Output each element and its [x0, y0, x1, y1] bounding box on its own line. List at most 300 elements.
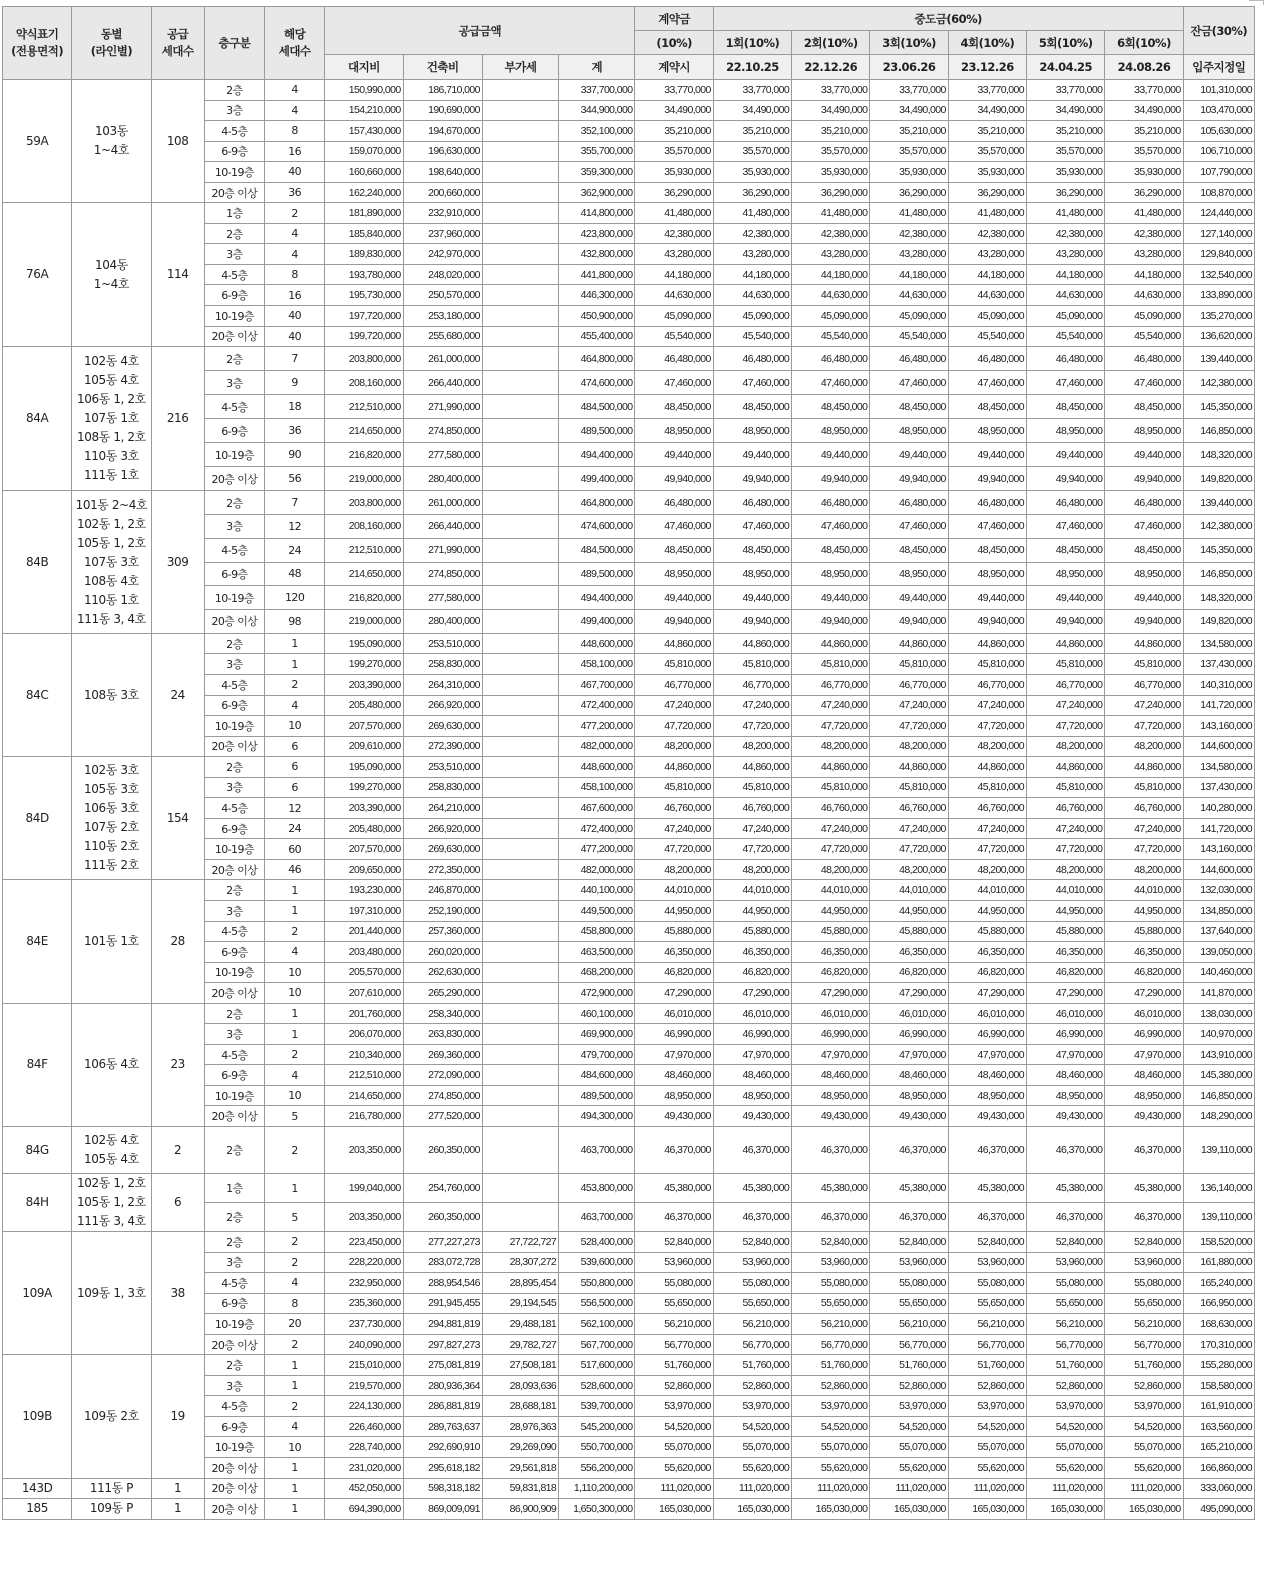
land-cost-cell: 203,350,000 — [325, 1127, 403, 1174]
land-cost-cell: 199,040,000 — [325, 1174, 403, 1203]
deposit-cell: 47,970,000 — [635, 1044, 713, 1065]
land-cost-cell: 207,610,000 — [325, 983, 403, 1004]
floor-cell: 4-5층 — [204, 1044, 264, 1065]
installment-2-cell: 52,840,000 — [792, 1232, 870, 1253]
installment-2-cell: 41,480,000 — [792, 203, 870, 224]
installment-3-cell: 46,820,000 — [870, 962, 948, 983]
supply-cell: 28 — [151, 880, 204, 1003]
vat-cell: 59,831,818 — [482, 1478, 558, 1499]
installment-1-cell: 46,480,000 — [713, 491, 791, 515]
balance-cell: 149,820,000 — [1183, 467, 1254, 491]
units-cell: 40 — [265, 162, 325, 183]
installment-1-cell: 47,720,000 — [713, 716, 791, 737]
total-cell: 477,200,000 — [559, 716, 635, 737]
installment-3-cell: 45,810,000 — [870, 777, 948, 798]
installment-2-cell: 48,950,000 — [792, 1085, 870, 1106]
floor-cell: 10-19층 — [204, 716, 264, 737]
installment-6-cell: 47,970,000 — [1105, 1044, 1183, 1065]
table-row — [3, 633, 1255, 654]
deposit-cell: 52,840,000 — [635, 1232, 713, 1253]
installment-3-cell: 36,290,000 — [870, 182, 948, 203]
total-cell: 362,900,000 — [559, 182, 635, 203]
land-cost-cell: 231,020,000 — [325, 1458, 403, 1479]
balance-cell: 136,620,000 — [1183, 326, 1254, 347]
installment-6-cell: 55,070,000 — [1105, 1437, 1183, 1458]
installment-6-cell: 55,620,000 — [1105, 1458, 1183, 1479]
floor-cell: 10-19층 — [204, 306, 264, 327]
table-row — [3, 1499, 1255, 1520]
vat-cell — [482, 654, 558, 675]
installment-1-cell: 45,540,000 — [713, 326, 791, 347]
header-installment: 5회(10%) — [1027, 31, 1105, 55]
balance-cell: 141,870,000 — [1183, 983, 1254, 1004]
installment-2-cell: 47,720,000 — [792, 716, 870, 737]
installment-4-cell: 45,540,000 — [948, 326, 1026, 347]
vat-cell — [482, 467, 558, 491]
total-cell: 441,800,000 — [559, 264, 635, 285]
installment-1-cell: 47,240,000 — [713, 818, 791, 839]
deposit-cell: 55,620,000 — [635, 1458, 713, 1479]
floor-cell: 1층 — [204, 203, 264, 224]
installment-2-cell: 46,760,000 — [792, 798, 870, 819]
installment-4-cell: 47,240,000 — [948, 818, 1026, 839]
units-cell: 60 — [265, 839, 325, 860]
deposit-cell: 55,080,000 — [635, 1273, 713, 1294]
installment-5-cell: 35,570,000 — [1027, 141, 1105, 162]
vat-cell — [482, 491, 558, 515]
total-cell: 474,600,000 — [559, 371, 635, 395]
installment-2-cell: 47,720,000 — [792, 839, 870, 860]
land-cost-cell: 237,730,000 — [325, 1314, 403, 1335]
balance-cell: 168,630,000 — [1183, 1314, 1254, 1335]
installment-5-cell: 45,090,000 — [1027, 306, 1105, 327]
installment-5-cell: 48,450,000 — [1027, 538, 1105, 562]
installment-3-cell: 46,370,000 — [870, 1203, 948, 1232]
installment-6-cell: 52,860,000 — [1105, 1375, 1183, 1396]
units-cell: 12 — [265, 798, 325, 819]
installment-4-cell: 35,570,000 — [948, 141, 1026, 162]
build-cost-cell: 274,850,000 — [403, 1085, 482, 1106]
deposit-cell: 55,650,000 — [635, 1293, 713, 1314]
units-cell: 56 — [265, 467, 325, 491]
deposit-cell: 46,820,000 — [635, 962, 713, 983]
land-cost-cell: 157,430,000 — [325, 121, 403, 142]
total-cell: 468,200,000 — [559, 962, 635, 983]
supply-cell: 216 — [151, 347, 204, 491]
installment-3-cell: 46,760,000 — [870, 798, 948, 819]
land-cost-cell: 205,570,000 — [325, 962, 403, 983]
units-cell: 4 — [265, 695, 325, 716]
total-cell: 1,110,200,000 — [559, 1478, 635, 1499]
total-cell: 1,650,300,000 — [559, 1499, 635, 1520]
balance-cell: 149,820,000 — [1183, 610, 1254, 634]
installment-2-cell: 44,010,000 — [792, 880, 870, 901]
floor-cell: 6-9층 — [204, 695, 264, 716]
balance-cell: 140,310,000 — [1183, 674, 1254, 695]
deposit-cell: 45,090,000 — [635, 306, 713, 327]
installment-5-cell: 51,760,000 — [1027, 1355, 1105, 1376]
installment-1-cell: 55,080,000 — [713, 1273, 791, 1294]
dong-cell: 103동 1~4호 — [72, 80, 151, 203]
units-cell: 6 — [265, 736, 325, 757]
deposit-cell: 47,720,000 — [635, 716, 713, 737]
installment-5-cell: 47,460,000 — [1027, 371, 1105, 395]
supply-cell: 23 — [151, 1003, 204, 1126]
balance-cell: 158,520,000 — [1183, 1232, 1254, 1253]
total-cell: 448,600,000 — [559, 633, 635, 654]
installment-4-cell: 53,960,000 — [948, 1252, 1026, 1273]
installment-1-cell: 36,290,000 — [713, 182, 791, 203]
deposit-cell: 46,480,000 — [635, 491, 713, 515]
vat-cell — [482, 443, 558, 467]
units-cell: 12 — [265, 514, 325, 538]
installment-3-cell: 52,840,000 — [870, 1232, 948, 1253]
installment-2-cell: 111,020,000 — [792, 1478, 870, 1499]
installment-6-cell: 46,990,000 — [1105, 1024, 1183, 1045]
deposit-cell: 45,380,000 — [635, 1174, 713, 1203]
installment-2-cell: 45,540,000 — [792, 326, 870, 347]
supply-cell: 38 — [151, 1232, 204, 1355]
installment-6-cell: 49,440,000 — [1105, 443, 1183, 467]
units-cell: 9 — [265, 371, 325, 395]
type-cell: 109A — [3, 1232, 72, 1355]
floor-cell: 6-9층 — [204, 285, 264, 306]
installment-3-cell: 33,770,000 — [870, 80, 948, 101]
floor-cell: 3층 — [204, 777, 264, 798]
land-cost-cell: 197,720,000 — [325, 306, 403, 327]
build-cost-cell: 264,210,000 — [403, 798, 482, 819]
installment-4-cell: 55,620,000 — [948, 1458, 1026, 1479]
installment-1-cell: 49,430,000 — [713, 1106, 791, 1127]
floor-cell: 6-9층 — [204, 818, 264, 839]
installment-5-cell: 44,630,000 — [1027, 285, 1105, 306]
vat-cell: 29,488,181 — [482, 1314, 558, 1335]
units-cell: 4 — [265, 100, 325, 121]
table-row — [3, 880, 1255, 901]
installment-5-cell: 53,970,000 — [1027, 1396, 1105, 1417]
installment-4-cell: 49,440,000 — [948, 586, 1026, 610]
table-row — [3, 1478, 1255, 1499]
total-cell: 472,400,000 — [559, 818, 635, 839]
installment-3-cell: 44,630,000 — [870, 285, 948, 306]
floor-cell: 6-9층 — [204, 1416, 264, 1437]
floor-cell: 4-5층 — [204, 798, 264, 819]
installment-1-cell: 41,480,000 — [713, 203, 791, 224]
build-cost-cell: 246,870,000 — [403, 880, 482, 901]
installment-1-cell: 53,960,000 — [713, 1252, 791, 1273]
installment-2-cell: 49,940,000 — [792, 610, 870, 634]
installment-5-cell: 49,940,000 — [1027, 467, 1105, 491]
balance-cell: 142,380,000 — [1183, 514, 1254, 538]
installment-1-cell: 44,010,000 — [713, 880, 791, 901]
installment-3-cell: 48,950,000 — [870, 419, 948, 443]
installment-5-cell: 48,460,000 — [1027, 1065, 1105, 1086]
installment-1-cell: 46,760,000 — [713, 798, 791, 819]
floor-cell: 3층 — [204, 100, 264, 121]
build-cost-cell: 286,881,819 — [403, 1396, 482, 1417]
total-cell: 528,600,000 — [559, 1375, 635, 1396]
land-cost-cell: 201,440,000 — [325, 921, 403, 942]
installment-1-cell: 35,570,000 — [713, 141, 791, 162]
header-installment: 6회(10%) — [1105, 31, 1183, 55]
floor-cell: 6-9층 — [204, 562, 264, 586]
installment-3-cell: 55,650,000 — [870, 1293, 948, 1314]
installment-6-cell: 47,720,000 — [1105, 716, 1183, 737]
installment-3-cell: 45,380,000 — [870, 1174, 948, 1203]
balance-cell: 134,580,000 — [1183, 757, 1254, 778]
installment-2-cell: 46,480,000 — [792, 347, 870, 371]
build-cost-cell: 289,763,637 — [403, 1416, 482, 1437]
installment-1-cell: 55,620,000 — [713, 1458, 791, 1479]
balance-cell: 140,460,000 — [1183, 962, 1254, 983]
land-cost-cell: 209,610,000 — [325, 736, 403, 757]
total-cell: 463,700,000 — [559, 1127, 635, 1174]
installment-2-cell: 47,240,000 — [792, 818, 870, 839]
installment-5-cell: 41,480,000 — [1027, 203, 1105, 224]
installment-6-cell: 55,650,000 — [1105, 1293, 1183, 1314]
installment-6-cell: 165,030,000 — [1105, 1499, 1183, 1520]
installment-4-cell: 46,370,000 — [948, 1203, 1026, 1232]
land-cost-cell: 150,990,000 — [325, 80, 403, 101]
build-cost-cell: 253,510,000 — [403, 757, 482, 778]
floor-cell: 20층 이상 — [204, 859, 264, 880]
installment-1-cell: 44,180,000 — [713, 264, 791, 285]
units-cell: 2 — [265, 1044, 325, 1065]
supply-cell: 154 — [151, 757, 204, 880]
units-cell: 10 — [265, 962, 325, 983]
floor-cell: 4-5층 — [204, 1273, 264, 1294]
build-cost-cell: 292,690,910 — [403, 1437, 482, 1458]
installment-3-cell: 51,760,000 — [870, 1355, 948, 1376]
build-cost-cell: 869,009,091 — [403, 1499, 482, 1520]
installment-6-cell: 46,370,000 — [1105, 1127, 1183, 1174]
deposit-cell: 48,950,000 — [635, 419, 713, 443]
installment-1-cell: 48,460,000 — [713, 1065, 791, 1086]
units-cell: 1 — [265, 654, 325, 675]
installment-5-cell: 47,720,000 — [1027, 716, 1105, 737]
land-cost-cell: 215,010,000 — [325, 1355, 403, 1376]
installment-1-cell: 56,770,000 — [713, 1334, 791, 1355]
total-cell: 458,800,000 — [559, 921, 635, 942]
installment-1-cell: 48,950,000 — [713, 419, 791, 443]
installment-3-cell: 48,950,000 — [870, 1085, 948, 1106]
installment-2-cell: 55,620,000 — [792, 1458, 870, 1479]
installment-5-cell: 44,180,000 — [1027, 264, 1105, 285]
installment-6-cell: 48,950,000 — [1105, 419, 1183, 443]
vat-cell: 29,269,090 — [482, 1437, 558, 1458]
installment-1-cell: 48,200,000 — [713, 736, 791, 757]
installment-4-cell: 49,940,000 — [948, 610, 1026, 634]
table-row — [3, 1232, 1255, 1253]
land-cost-cell: 235,360,000 — [325, 1293, 403, 1314]
installment-2-cell: 49,440,000 — [792, 443, 870, 467]
balance-cell: 161,880,000 — [1183, 1252, 1254, 1273]
floor-cell: 10-19층 — [204, 162, 264, 183]
installment-4-cell: 46,820,000 — [948, 962, 1026, 983]
floor-cell: 6-9층 — [204, 141, 264, 162]
installment-4-cell: 45,880,000 — [948, 921, 1026, 942]
vat-cell — [482, 777, 558, 798]
units-cell: 1 — [265, 1458, 325, 1479]
installment-4-cell: 47,460,000 — [948, 371, 1026, 395]
installment-6-cell: 46,350,000 — [1105, 942, 1183, 963]
units-cell: 8 — [265, 121, 325, 142]
installment-4-cell: 45,810,000 — [948, 777, 1026, 798]
land-cost-cell: 203,390,000 — [325, 798, 403, 819]
land-cost-cell: 195,730,000 — [325, 285, 403, 306]
deposit-cell: 44,630,000 — [635, 285, 713, 306]
installment-2-cell: 52,860,000 — [792, 1375, 870, 1396]
land-cost-cell: 162,240,000 — [325, 182, 403, 203]
units-cell: 16 — [265, 285, 325, 306]
installment-5-cell: 49,940,000 — [1027, 610, 1105, 634]
floor-cell: 6-9층 — [204, 1293, 264, 1314]
installment-1-cell: 44,630,000 — [713, 285, 791, 306]
installment-1-cell: 51,760,000 — [713, 1355, 791, 1376]
build-cost-cell: 272,390,000 — [403, 736, 482, 757]
units-cell: 2 — [265, 674, 325, 695]
installment-5-cell: 49,440,000 — [1027, 586, 1105, 610]
installment-3-cell: 56,770,000 — [870, 1334, 948, 1355]
balance-cell: 124,440,000 — [1183, 203, 1254, 224]
installment-3-cell: 54,520,000 — [870, 1416, 948, 1437]
balance-cell: 137,640,000 — [1183, 921, 1254, 942]
build-cost-cell: 269,630,000 — [403, 839, 482, 860]
land-cost-cell: 208,160,000 — [325, 371, 403, 395]
installment-5-cell: 56,770,000 — [1027, 1334, 1105, 1355]
vat-cell — [482, 80, 558, 101]
vat-cell — [482, 716, 558, 737]
installment-4-cell: 49,440,000 — [948, 443, 1026, 467]
installment-1-cell: 45,810,000 — [713, 777, 791, 798]
deposit-cell: 48,950,000 — [635, 562, 713, 586]
installment-5-cell: 47,240,000 — [1027, 818, 1105, 839]
deposit-cell: 44,860,000 — [635, 633, 713, 654]
header-type: 약식표기 (전용면적) — [3, 7, 72, 80]
build-cost-cell: 232,910,000 — [403, 203, 482, 224]
installment-1-cell: 46,010,000 — [713, 1003, 791, 1024]
balance-cell: 137,430,000 — [1183, 777, 1254, 798]
header-date: 22.12.26 — [792, 55, 870, 80]
installment-1-cell: 52,860,000 — [713, 1375, 791, 1396]
total-cell: 482,000,000 — [559, 859, 635, 880]
balance-cell: 103,470,000 — [1183, 100, 1254, 121]
installment-4-cell: 111,020,000 — [948, 1478, 1026, 1499]
installment-4-cell: 55,650,000 — [948, 1293, 1026, 1314]
vat-cell: 28,688,181 — [482, 1396, 558, 1417]
installment-5-cell: 48,200,000 — [1027, 736, 1105, 757]
installment-1-cell: 49,440,000 — [713, 443, 791, 467]
units-cell: 18 — [265, 395, 325, 419]
build-cost-cell: 295,618,182 — [403, 1458, 482, 1479]
balance-cell: 142,380,000 — [1183, 371, 1254, 395]
installment-1-cell: 44,860,000 — [713, 633, 791, 654]
installment-6-cell: 49,430,000 — [1105, 1106, 1183, 1127]
installment-6-cell: 42,380,000 — [1105, 223, 1183, 244]
vat-cell — [482, 264, 558, 285]
header-installment: 1회(10%) — [713, 31, 791, 55]
units-cell: 4 — [265, 244, 325, 265]
build-cost-cell: 260,350,000 — [403, 1127, 482, 1174]
land-cost-cell: 219,570,000 — [325, 1375, 403, 1396]
installment-6-cell: 45,090,000 — [1105, 306, 1183, 327]
floor-cell: 2층 — [204, 80, 264, 101]
installment-6-cell: 46,770,000 — [1105, 674, 1183, 695]
deposit-cell: 47,290,000 — [635, 983, 713, 1004]
installment-6-cell: 44,950,000 — [1105, 901, 1183, 922]
deposit-cell: 46,760,000 — [635, 798, 713, 819]
type-cell: 59A — [3, 80, 72, 203]
units-cell: 5 — [265, 1106, 325, 1127]
balance-cell: 166,860,000 — [1183, 1458, 1254, 1479]
installment-1-cell: 42,380,000 — [713, 223, 791, 244]
header-deposit: 계약금 — [635, 7, 713, 31]
units-cell: 40 — [265, 306, 325, 327]
installment-4-cell: 43,280,000 — [948, 244, 1026, 265]
installment-3-cell: 55,070,000 — [870, 1437, 948, 1458]
floor-cell: 4-5층 — [204, 121, 264, 142]
price-table-container — [2, 6, 1255, 1520]
build-cost-cell: 275,081,819 — [403, 1355, 482, 1376]
installment-4-cell: 35,930,000 — [948, 162, 1026, 183]
installment-5-cell: 55,650,000 — [1027, 1293, 1105, 1314]
total-cell: 453,800,000 — [559, 1174, 635, 1203]
deposit-cell: 48,950,000 — [635, 1085, 713, 1106]
floor-cell: 6-9층 — [204, 419, 264, 443]
installment-1-cell: 34,490,000 — [713, 100, 791, 121]
vat-cell — [482, 371, 558, 395]
installment-4-cell: 41,480,000 — [948, 203, 1026, 224]
installment-1-cell: 165,030,000 — [713, 1499, 791, 1520]
installment-5-cell: 46,370,000 — [1027, 1203, 1105, 1232]
land-cost-cell: 205,480,000 — [325, 695, 403, 716]
build-cost-cell: 258,830,000 — [403, 777, 482, 798]
installment-1-cell: 47,240,000 — [713, 695, 791, 716]
installment-6-cell: 46,370,000 — [1105, 1203, 1183, 1232]
installment-4-cell: 46,760,000 — [948, 798, 1026, 819]
units-cell: 2 — [265, 1334, 325, 1355]
installment-5-cell: 45,810,000 — [1027, 654, 1105, 675]
installment-6-cell: 47,240,000 — [1105, 695, 1183, 716]
installment-4-cell: 46,370,000 — [948, 1127, 1026, 1174]
supply-cell: 2 — [151, 1127, 204, 1174]
installment-3-cell: 56,210,000 — [870, 1314, 948, 1335]
installment-3-cell: 49,940,000 — [870, 610, 948, 634]
land-cost-cell: 212,510,000 — [325, 395, 403, 419]
balance-cell: 139,050,000 — [1183, 942, 1254, 963]
installment-2-cell: 48,200,000 — [792, 859, 870, 880]
dong-cell: 111동 P — [72, 1478, 151, 1499]
build-cost-cell: 277,227,273 — [403, 1232, 482, 1253]
installment-6-cell: 53,960,000 — [1105, 1252, 1183, 1273]
installment-3-cell: 41,480,000 — [870, 203, 948, 224]
build-cost-cell: 277,580,000 — [403, 443, 482, 467]
deposit-cell: 49,440,000 — [635, 443, 713, 467]
installment-5-cell: 47,290,000 — [1027, 983, 1105, 1004]
land-cost-cell: 185,840,000 — [325, 223, 403, 244]
build-cost-cell: 257,360,000 — [403, 921, 482, 942]
installment-1-cell: 52,840,000 — [713, 1232, 791, 1253]
installment-2-cell: 46,010,000 — [792, 1003, 870, 1024]
installment-6-cell: 44,860,000 — [1105, 633, 1183, 654]
installment-4-cell: 47,970,000 — [948, 1044, 1026, 1065]
installment-5-cell: 47,970,000 — [1027, 1044, 1105, 1065]
build-cost-cell: 264,310,000 — [403, 674, 482, 695]
total-cell: 359,300,000 — [559, 162, 635, 183]
land-cost-cell: 216,820,000 — [325, 586, 403, 610]
installment-4-cell: 44,860,000 — [948, 633, 1026, 654]
installment-3-cell: 46,010,000 — [870, 1003, 948, 1024]
